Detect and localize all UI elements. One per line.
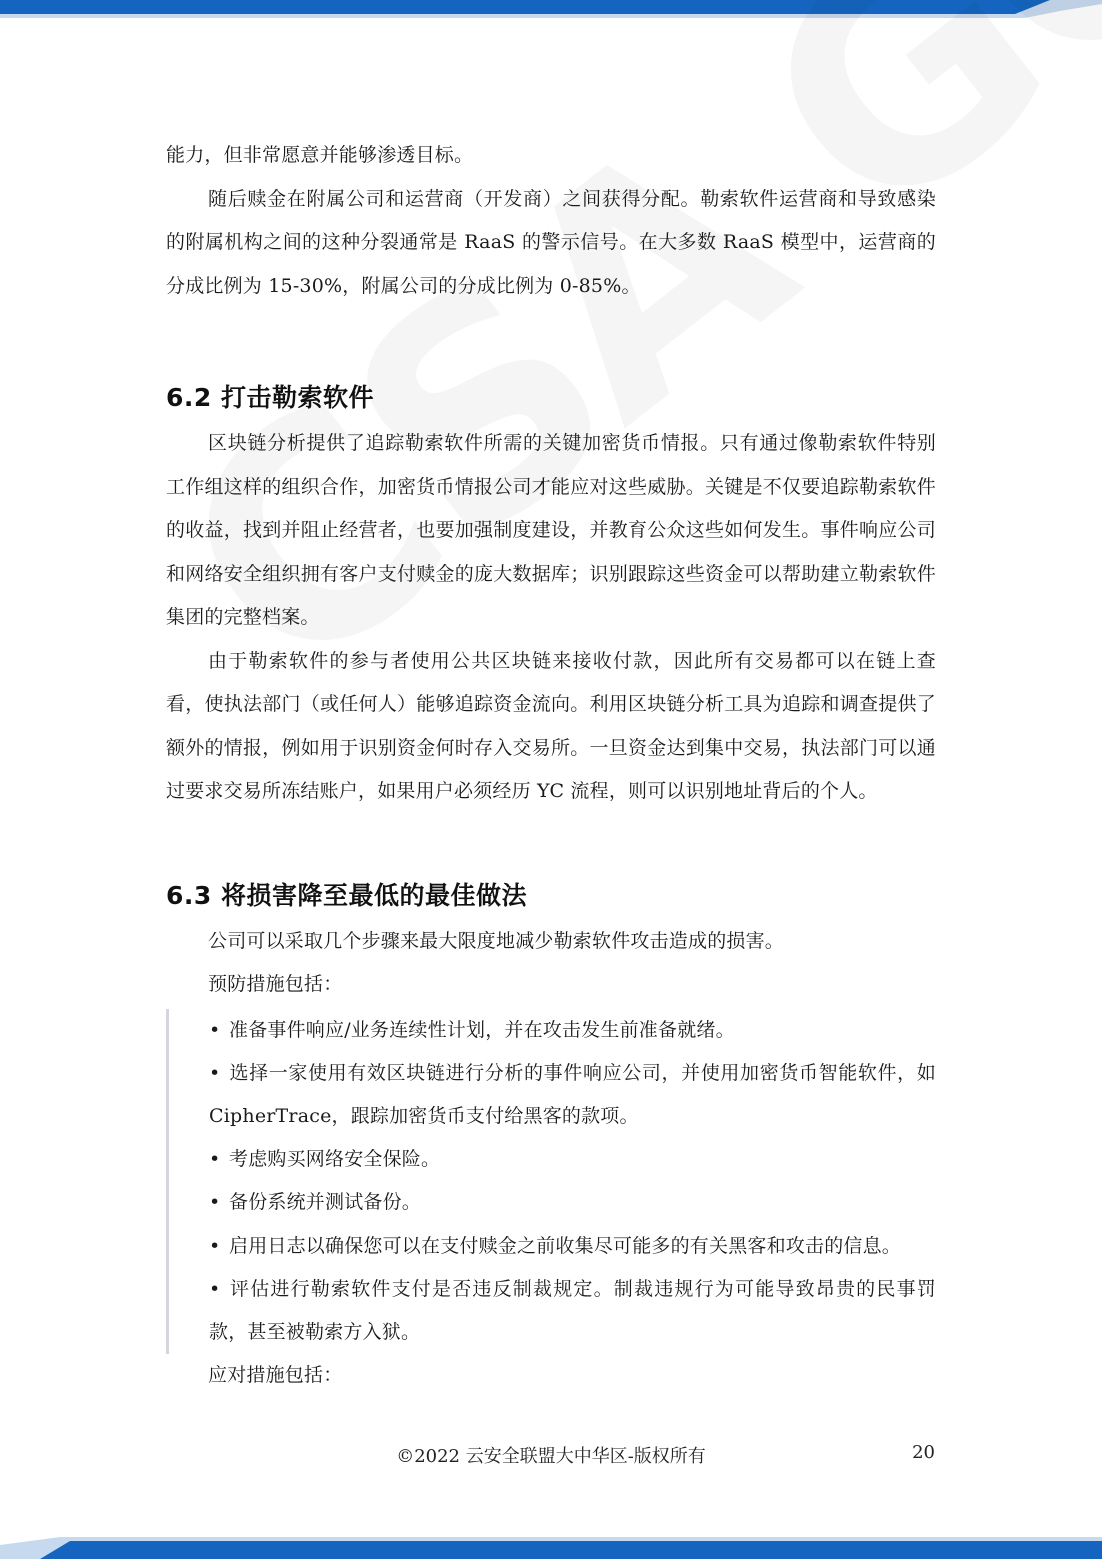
list-item: • 选择一家使用有效区块链进行分析的事件响应公司，并使用加密货币智能软件，如 CipherTrace，跟踪加密货币支付给黑客的款项。 bbox=[209, 1052, 936, 1138]
list-item: • 评估进行勒索软件支付是否违反制裁规定。制裁违规行为可能导致昂贵的民事罚款，甚至被勒索方入狱。 bbox=[209, 1268, 936, 1354]
prevention-list bbox=[166, 1009, 936, 1355]
list-item: • 启用日志以确保您可以在支付赎金之前收集尽可能多的有关黑客和攻击的信息。 bbox=[209, 1225, 936, 1268]
paragraph: 区块链分析提供了追踪勒索软件所需的关键加密货币情报。只有通过像勒索软件特别工作组这样的组织合作，加密货币情报公司才能应对这些威胁。关键是不仅要追踪勒索软件的收益，找到并阻止经营者，也要加强制度建设，并教育公众这些如何发生。事件响应公司和网络安全组织拥有客户支付赎金的庞大数据库；识别跟踪这些资金可以帮助建立勒索软件集团的完整档案。 bbox=[166, 432, 936, 628]
paragraph: 能力，但非常愿意并能够渗透目标。 bbox=[166, 144, 474, 166]
paragraph: 由于勒索软件的参与者使用公共区块链来接收付款，因此所有交易都可以在链上查看，使执法部门（或任何人）能够追踪资金流向。利用区块链分析工具为追踪和调查提供了额外的情报，例如用于识别资金何时存入交易所。一旦资金达到集中交易，执法部门可以通过要求交易所冻结账户，如果用户必须经历 YC 流程，则可以识别地址背后的个人。 bbox=[166, 649, 936, 802]
section-heading-6-2: 6.2 打击勒索软件 bbox=[166, 383, 374, 412]
bullet-icon: • bbox=[209, 1234, 221, 1257]
footer-copyright: ©2022 云安全联盟大中华区-版权所有 bbox=[396, 1446, 706, 1467]
footer-decoration-band bbox=[0, 1537, 1102, 1559]
page-number: 20 bbox=[912, 1442, 935, 1463]
response-label: 应对措施包括： bbox=[208, 1364, 343, 1387]
bullet-icon: • bbox=[209, 1018, 221, 1041]
section-heading-6-3: 6.3 将损害降至最低的最佳做法 bbox=[166, 880, 527, 910]
bullet-icon: • bbox=[209, 1148, 221, 1171]
bullet-icon: • bbox=[209, 1061, 221, 1084]
header-decoration-band bbox=[0, 0, 1102, 18]
page-content bbox=[166, 134, 936, 1398]
list-item: • 备份系统并测试备份。 bbox=[209, 1181, 936, 1224]
list-item: • 准备事件响应/业务连续性计划，并在攻击发生前准备就绪。 bbox=[209, 1009, 936, 1052]
paragraph: 随后赎金在附属公司和运营商（开发商）之间获得分配。勒索软件运营商和导致感染的附属机构之间的这种分裂通常是 RaaS 的警示信号。在大多数 RaaS 模型中，运营商的分成比例为 15-30%，附属公司的分成比例为 0-85%。 bbox=[166, 187, 936, 297]
prevention-label: 预防措施包括： bbox=[208, 973, 343, 995]
paragraph: 公司可以采取几个步骤来最大限度地减少勒索软件攻击造成的损害。 bbox=[208, 929, 785, 952]
list-item: • 考虑购买网络安全保险。 bbox=[209, 1138, 936, 1181]
bullet-icon: • bbox=[209, 1277, 221, 1300]
bullet-icon: • bbox=[209, 1191, 221, 1214]
